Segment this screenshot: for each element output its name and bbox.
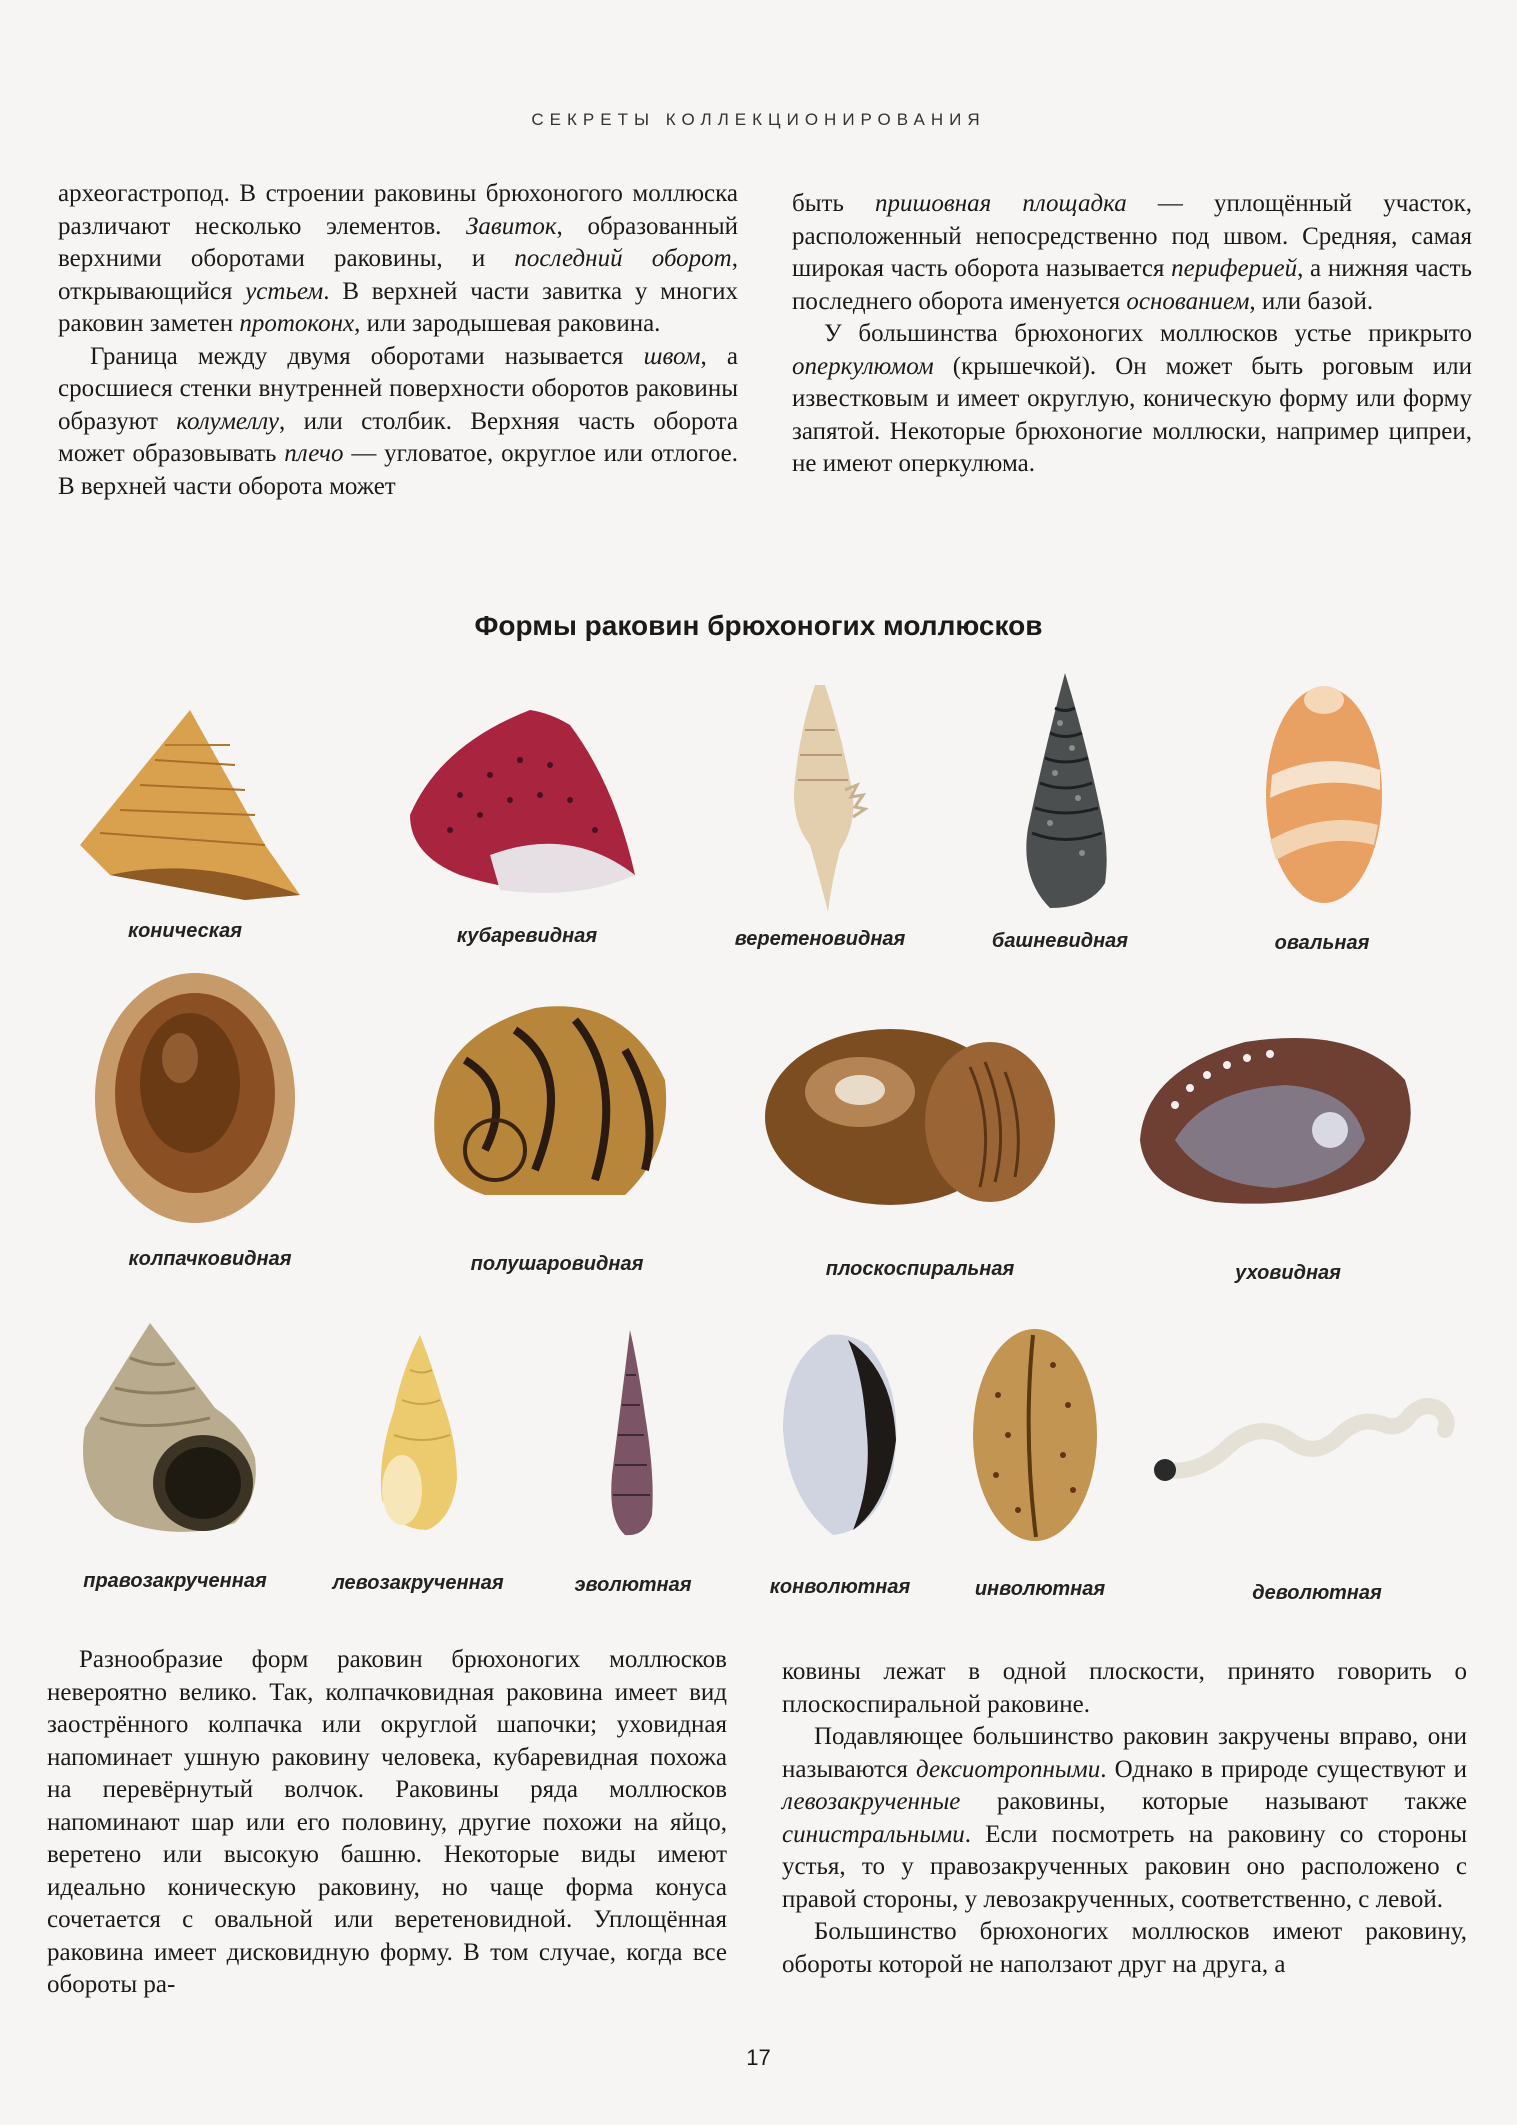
caption-involute: инволютная [974, 1578, 1106, 1600]
shell-fusiform-image [770, 680, 870, 915]
term: оперкулюмом [792, 352, 934, 380]
caption-sinistral: левозакрученная [332, 1572, 504, 1594]
caption-trochiform: кубаревидная [456, 925, 598, 947]
shell-body [1266, 687, 1382, 903]
term: протоконх [239, 310, 355, 337]
caption-oval: овальная [1274, 932, 1370, 954]
term: последний оборот [514, 245, 732, 272]
shell-auriform-image [1135, 1030, 1420, 1210]
paragraph: быть пришовная площадка — уплощённый участок, расположенный непосредственно под швом. Средняя, самая широкая часть оборота называется периферией, а нижняя часть последнего оборота именуется основанием, или базой. [792, 190, 1473, 315]
shell-conical-image [70, 705, 305, 905]
page-number: 17 [746, 2045, 771, 2070]
text-column-top-right [792, 188, 1472, 481]
paragraph: ковины лежат в одной плоскости, принято говорить о плоскоспиральной раковине. [782, 1658, 1467, 1718]
paragraph: Подавляющее большинство раковин закручены вправо, они называются дексиотропными. Однако в природе существуют и левозакрученные раковины, которые называют также синистральными. Если посмотреть на раковину со стороны устья, то у правозакрученных раковин оно расположено с правой стороны, у левозакрученных, соответственно, с левой. [782, 1723, 1467, 1913]
term: периферией [1171, 255, 1298, 282]
shell-turreted-image [1010, 668, 1120, 913]
caption-conical: коническая [127, 920, 243, 942]
paragraph: Разнообразие форм раковин брюхоногих моллюсков невероятно велико. Так, колпачковидная раковина имеет вид заострённого колпачка или округлой шапочки; уховидная напоминает ушную раковину человека, кубаревидная похожа на перевёрнутый волчок. Раковины ряда моллюсков напоминают шар или его половину, другие похожи на яйцо, веретено или высокую башню. Некоторые виды имеют идеально коническую раковину, но чаще форма конуса сочетается с овальной или веретеновидной. Уплощённая раковина имеет дисковидную форму. В том случае, когда все обороты ра- [47, 1646, 727, 1998]
caption-fusiform: веретеновидная [734, 928, 906, 950]
paragraph: Граница между двумя оборотами называется швом, а сросшиеся стенки внутренней поверхности оборотов раковины образуют колумеллу, или столбик. Верхняя часть оборота может образовывать плечо — угловатое, округлое или отлогое. В верхней части оборота может [58, 342, 738, 500]
term: плечо [284, 440, 344, 467]
caption-planispiral: плоскоспиральная [825, 1258, 1015, 1280]
shell-dextral-image [75, 1318, 260, 1543]
caption-auriform: уховидная [1235, 1262, 1341, 1284]
running-header: СЕКРЕТЫ КОЛЛЕКЦИОНИРОВАНИЯ [531, 110, 986, 129]
caption-dextral: правозакрученная [83, 1570, 267, 1592]
caption-patelliform: колпачковидная [128, 1248, 292, 1270]
shell-body [1026, 673, 1106, 908]
shell-body [1165, 1406, 1447, 1471]
text-column-bottom-left [47, 1644, 727, 2002]
caption-hemispherical: полушаровидная [470, 1253, 644, 1275]
shell-convolute-image [778, 1330, 908, 1540]
paragraph: археогастропод. В строении раковины брюхоногого моллюска различают несколько элементов. Завиток, образованный верхними оборотами раковины, и последний оборот, открывающийся устьем. В верхней части завитка у многих раковин заметен протоконх, или зародышевая раковина. [58, 180, 738, 337]
text-column-bottom-right [782, 1656, 1467, 1981]
shell-planispiral-image [760, 1022, 1060, 1207]
shell-body [611, 1330, 652, 1535]
shell-oval-image [1262, 680, 1387, 905]
shell-patelliform-image [90, 968, 300, 1228]
shell-evolute-image [600, 1325, 660, 1540]
paragraph: У большинства брюхоногих моллюсков устье прикрыто оперкулюмом (крышечкой). Он может быть роговым или известковым и имеет округлую, коническую форму или форму запятой. Некоторые брюхоногие моллюски, например ципреи, не имеют оперкулюма. [792, 320, 1472, 477]
shell-hemispherical-image [425, 1000, 675, 1200]
shell-body [973, 1329, 1097, 1541]
caption-devolute: деволютная [1252, 1582, 1382, 1604]
caption-evolute: эволютная [574, 1574, 692, 1596]
term: пришовная площадка [874, 190, 1127, 217]
shell-devolute-image [1150, 1395, 1465, 1495]
caption-turreted: башневидная [991, 930, 1129, 952]
term: Завиток [466, 212, 557, 240]
shell-body [794, 685, 853, 912]
term: колумеллу [176, 407, 279, 435]
shell-involute-image [968, 1325, 1103, 1545]
term: дексиотропными [916, 1755, 1101, 1783]
term: основанием [1126, 287, 1250, 315]
term: устьем [245, 277, 324, 305]
caption-convolute: конволютная [769, 1576, 911, 1598]
figure-title: Формы раковин брюхоногих моллюсков [474, 610, 1043, 641]
shell-sinistral-image [372, 1330, 462, 1535]
shell-trochiform-image [400, 705, 640, 905]
term: синистральными [782, 1820, 965, 1848]
paragraph: Большинство брюхоногих моллюсков имеют раковину, обороты которой не наползают друг на друга, а [782, 1918, 1467, 1978]
text-column-top-left [58, 178, 738, 503]
term: швом [643, 342, 701, 370]
term: левозакрученные [782, 1788, 961, 1815]
